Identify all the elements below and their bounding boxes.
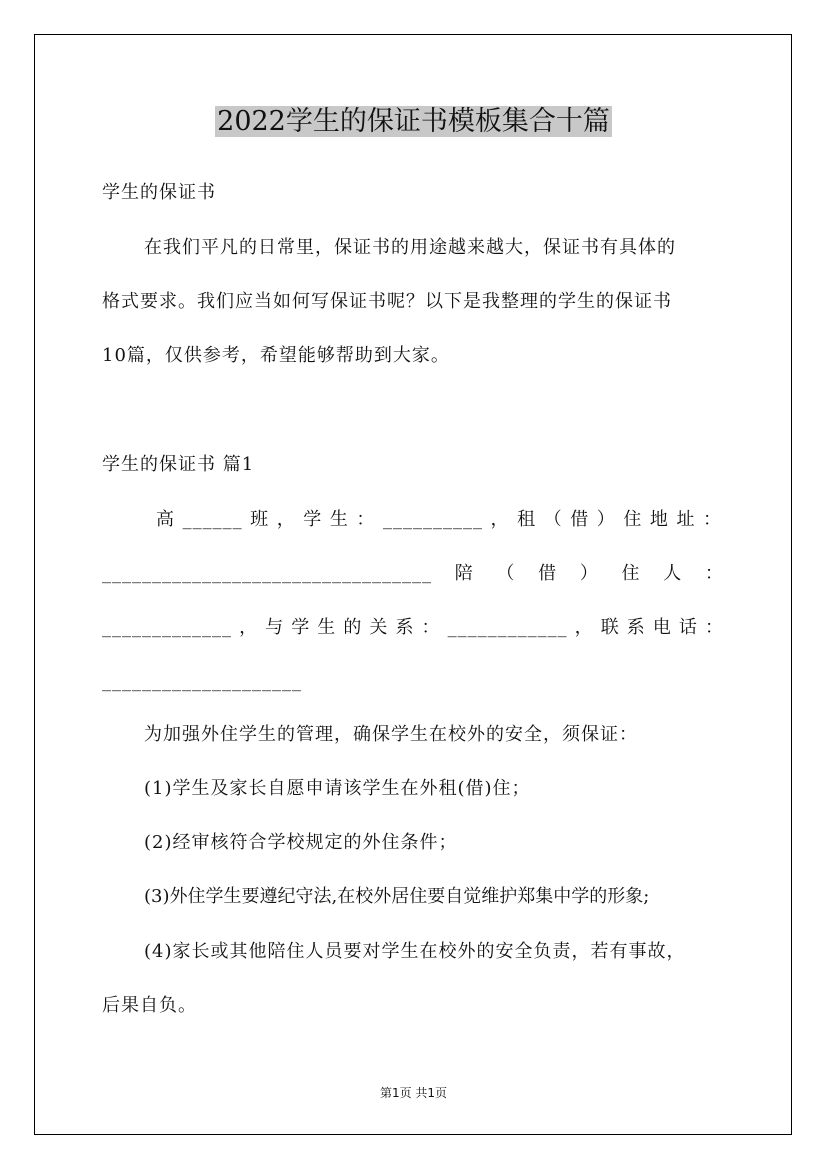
form-token: ： xyxy=(704,617,724,638)
form-token: 话 xyxy=(678,617,698,638)
form-token: 班 xyxy=(250,509,270,530)
form-token: 关 xyxy=(369,617,389,638)
form-token: 借 xyxy=(538,563,558,584)
form-token: 联 xyxy=(600,617,620,638)
form-token: 地 xyxy=(649,509,669,530)
body-line-5: (4)家长或其他陪住人员要对学生在校外的安全负责，若有事故， xyxy=(144,941,686,962)
form-row-4: ____________________ xyxy=(102,671,302,692)
body-line-3: (2)经审核符合学校规定的外住条件； xyxy=(144,832,458,853)
form-token: 与 xyxy=(265,617,285,638)
form-token: 电 xyxy=(652,617,672,638)
form-token: 生 xyxy=(329,509,349,530)
form-token: 址 xyxy=(676,509,696,530)
form-row-3 xyxy=(102,616,724,640)
form-token: ， xyxy=(239,617,259,638)
intro-line-2: 格式要求。我们应当如何写保证书呢？以下是我整理的学生的保证书 xyxy=(102,291,672,312)
form-token: 住 xyxy=(621,563,641,584)
form-token: ， xyxy=(276,509,296,530)
form-token: ， xyxy=(490,509,510,530)
form-token: （ xyxy=(496,563,516,584)
page-title xyxy=(0,104,827,140)
body-line-6: 后果自负。 xyxy=(102,995,197,1016)
form-token: 住 xyxy=(623,509,643,530)
form-token: _____________ xyxy=(102,617,232,638)
form-token: ____________ xyxy=(447,617,568,638)
body-line-4: (3)外住学生要遵纪守法,在校外居住要自觉维护郑集中学的形象; xyxy=(144,886,650,907)
form-token: ） xyxy=(596,509,616,530)
form-token: ： xyxy=(704,563,724,584)
form-token: ______ xyxy=(182,509,243,530)
form-token: 系 xyxy=(395,617,415,638)
section-heading: 学生的保证书 篇1 xyxy=(102,454,255,475)
form-token: 学 xyxy=(303,509,323,530)
page-footer: 第1页 共1页 xyxy=(379,1086,448,1100)
form-token: 高 xyxy=(156,509,175,530)
body-line-1: 为加强外住学生的管理，确保学生在校外的安全，须保证： xyxy=(144,724,638,745)
form-token: 租 xyxy=(517,509,537,530)
form-token: ： xyxy=(356,509,376,530)
form-token: 借 xyxy=(570,509,590,530)
form-token: ： xyxy=(421,617,441,638)
form-token: __________ xyxy=(382,509,483,530)
form-token: _________________________________ xyxy=(102,563,432,584)
title-text: 2022学生的保证书模板集合十篇 xyxy=(217,106,610,137)
form-token: ， xyxy=(574,617,594,638)
form-token: ） xyxy=(579,563,599,584)
intro-line-3: 10篇，仅供参考，希望能够帮助到大家。 xyxy=(102,345,450,366)
form-token: 生 xyxy=(317,617,337,638)
form-token: 学 xyxy=(291,617,311,638)
intro-line-1: 在我们平凡的日常里，保证书的用途越来越大，保证书有具体的 xyxy=(144,237,676,258)
form-row-2 xyxy=(102,562,724,586)
form-token: 人 xyxy=(663,563,683,584)
form-token: 陪 xyxy=(454,563,474,584)
form-token: （ xyxy=(543,509,563,530)
form-row-1 xyxy=(156,508,722,532)
body-line-2: (1)学生及家长自愿申请该学生在外租(借)住； xyxy=(144,778,531,799)
form-token: 系 xyxy=(626,617,646,638)
intro-heading: 学生的保证书 xyxy=(102,182,216,203)
form-token: ： xyxy=(703,509,722,530)
form-token: 的 xyxy=(343,617,363,638)
